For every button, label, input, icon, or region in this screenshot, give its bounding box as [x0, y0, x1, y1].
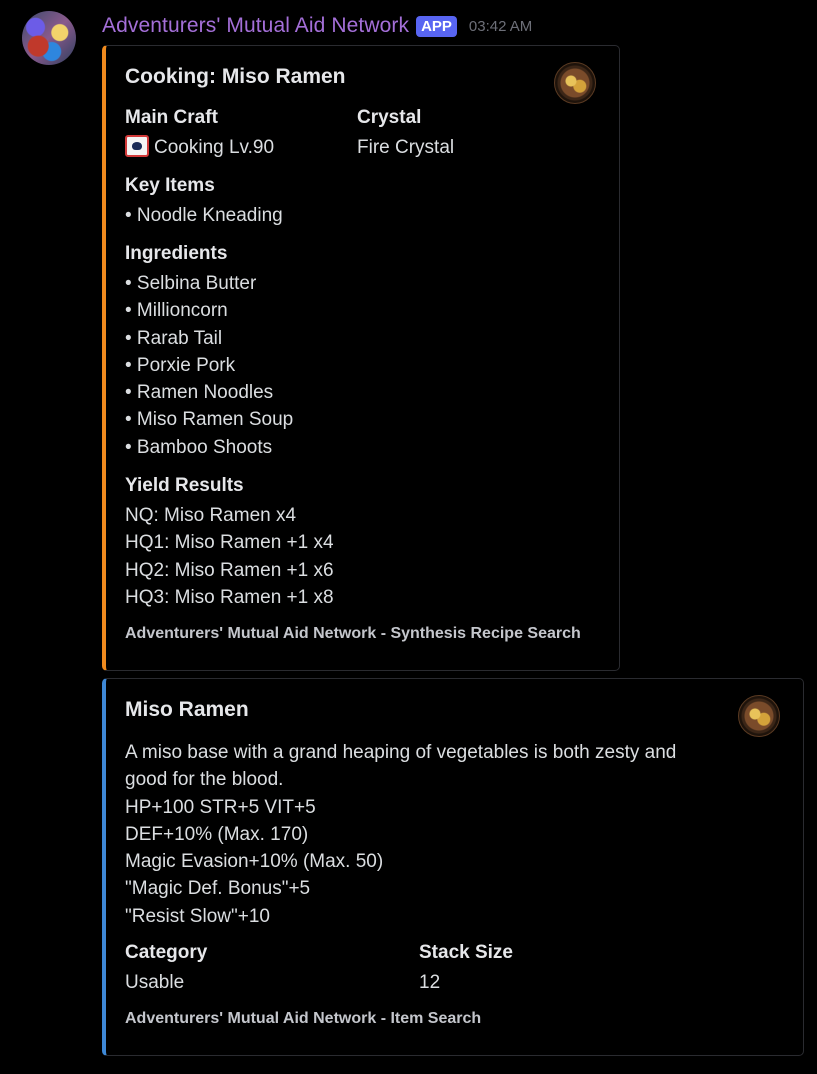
item-embed-footer: Adventurers' Mutual Aid Network - Item Search	[125, 1010, 482, 1027]
bot-username[interactable]: Adventurers' Mutual Aid Network	[102, 14, 410, 37]
main-craft-label: Main Craft	[125, 107, 218, 128]
recipe-embed-footer: Adventurers' Mutual Aid Network - Synthesis Recipe Search	[125, 625, 581, 642]
ingredient-item: • Porxie Pork	[125, 354, 236, 376]
description-line: "Resist Slow"+10	[125, 905, 270, 927]
description-line: good for the blood.	[125, 769, 284, 791]
key-item: • Noodle Kneading	[125, 205, 283, 226]
stack-size-label: Stack Size	[419, 942, 513, 963]
message-header	[102, 12, 532, 40]
miso-ramen-icon[interactable]	[554, 62, 596, 104]
stack-size-value: 12	[419, 972, 441, 993]
item-description	[125, 739, 745, 930]
description-line: Magic Evasion+10% (Max. 50)	[125, 851, 384, 873]
main-craft-field	[125, 106, 274, 161]
description-line: HP+100 STR+5 VIT+5	[125, 796, 316, 818]
yield-results-label: Yield Results	[125, 475, 244, 496]
yield-item: NQ: Miso Ramen x4	[125, 505, 297, 526]
ingredient-item: • Millioncorn	[125, 300, 228, 322]
crystal-label: Crystal	[357, 107, 422, 128]
app-badge: APP	[416, 16, 457, 37]
ingredients-field	[125, 242, 293, 461]
ingredient-item: • Selbina Butter	[125, 273, 257, 294]
ingredient-item: • Ramen Noodles	[125, 382, 274, 404]
main-craft-value: Cooking Lv.90	[154, 137, 275, 158]
yield-item: HQ3: Miso Ramen +1 x8	[125, 586, 334, 608]
item-embed	[102, 678, 804, 1056]
recipe-embed	[102, 45, 620, 671]
description-line: "Magic Def. Bonus"+5	[125, 878, 311, 900]
yield-item: HQ1: Miso Ramen +1 x4	[125, 532, 334, 554]
stack-size-field	[419, 941, 513, 996]
category-value: Usable	[125, 972, 185, 993]
recipe-embed-title: Cooking: Miso Ramen	[125, 65, 346, 88]
item-embed-title: Miso Ramen	[125, 698, 249, 721]
cooking-craft-icon	[125, 135, 149, 157]
yield-results-field	[125, 474, 334, 611]
key-items-field	[125, 174, 283, 229]
description-line: A miso base with a grand heaping of vegetables is both zesty and	[125, 742, 677, 763]
bot-avatar[interactable]	[22, 11, 76, 65]
category-field	[125, 941, 207, 996]
ingredient-item: • Bamboo Shoots	[125, 436, 273, 458]
yield-item: HQ2: Miso Ramen +1 x6	[125, 559, 334, 581]
ingredient-item: • Miso Ramen Soup	[125, 409, 294, 431]
category-label: Category	[125, 942, 208, 963]
ingredient-item: • Rarab Tail	[125, 327, 223, 349]
crystal-value: Fire Crystal	[357, 137, 455, 158]
crystal-field	[357, 106, 454, 161]
key-items-label: Key Items	[125, 175, 215, 196]
description-line: DEF+10% (Max. 170)	[125, 823, 309, 845]
message-timestamp[interactable]: 03:42 AM	[468, 17, 533, 35]
ingredients-label: Ingredients	[125, 243, 228, 264]
miso-ramen-icon[interactable]	[738, 695, 780, 737]
